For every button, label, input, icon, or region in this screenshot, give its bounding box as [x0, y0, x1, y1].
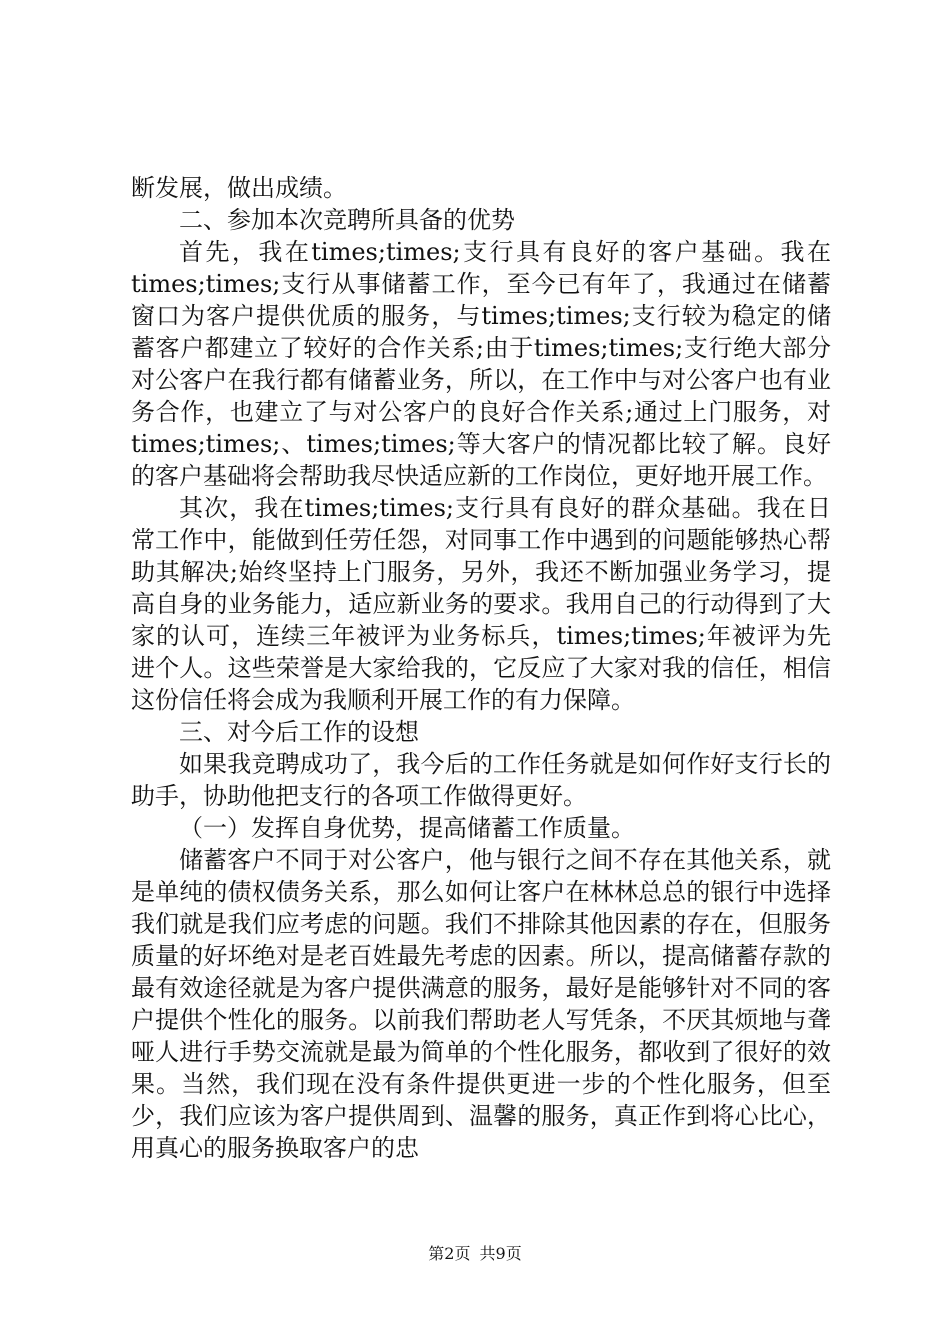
page-total: 共9页 — [479, 1244, 522, 1263]
paragraph-work-plan: 如果我竞聘成功了，我今后的工作任务就是如何作好支行长的助手，协助他把支行的各项工作做得更好。 — [131, 750, 831, 810]
paragraph-customer-base: 首先，我在times;times;支行具有良好的客户基础。我在times;times;支行从事储蓄工作，至今已有年了，我通过在储蓄窗口为客户提供优质的服务，与times;times;支行较为稳定的储蓄客户都建立了较好的合作关系;由于times;times;支行绝大部分对公客户在我行都有储蓄业务，所以，在工作中与对公客户也有业务合作，也建立了与对公客户的良好合作关系;通过上门服务，对times;times;、times;times;等大客户的情况都比较了解。良好的客户基础将会帮助我尽快适应新的工作岗位，更好地开展工作。 — [131, 238, 831, 490]
paragraph-continuation: 断发展，做出成绩。 — [131, 174, 347, 202]
paragraph-mass-base: 其次，我在times;times;支行具有良好的群众基础。我在日常工作中，能做到任劳任怨，对同事工作中遇到的问题能够热心帮助其解决;始终坚持上门服务，另外，我还不断加强业务学习，提高自身的业务能力，适应新业务的要求。我用自己的行动得到了大家的认可，连续三年被评为业务标兵，times;times;年被评为先进个人。这些荣誉是大家给我的，它反应了大家对我的信任，相信这份信任将会成为我顺利开展工作的有力保障。 — [131, 494, 831, 714]
section-heading-3: 三、对今后工作的设想 — [179, 718, 419, 746]
page-number: 第2页 — [428, 1244, 471, 1263]
paragraph-savings-service: 储蓄客户不同于对公客户，他与银行之间不存在其他关系，就是单纯的债权债务关系，那么如何让客户在林林总总的银行中选择我们就是我们应考虑的问题。我们不排除其他因素的存在，但服务质量的好坏绝对是老百姓最先考虑的因素。所以，提高储蓄存款的最有效途径就是为客户提供满意的服务，最好是能够针对不同的客户提供个性化的服务。以前我们帮助老人写凭条，不厌其烦地与聋哑人进行手势交流就是最为简单的个性化服务，都收到了很好的效果。当然，我们现在没有条件提供更进一步的个性化服务，但至少，我们应该为客户提供周到、温馨的服务，真正作到将心比心，用真心的服务换取客户的忠 — [131, 846, 831, 1162]
subsection-heading-1: （一）发挥自身优势，提高储蓄工作质量。 — [179, 814, 635, 842]
section-heading-2: 二、参加本次竞聘所具备的优势 — [179, 206, 515, 234]
page-footer — [0, 1244, 950, 1264]
document-body — [131, 172, 831, 1164]
